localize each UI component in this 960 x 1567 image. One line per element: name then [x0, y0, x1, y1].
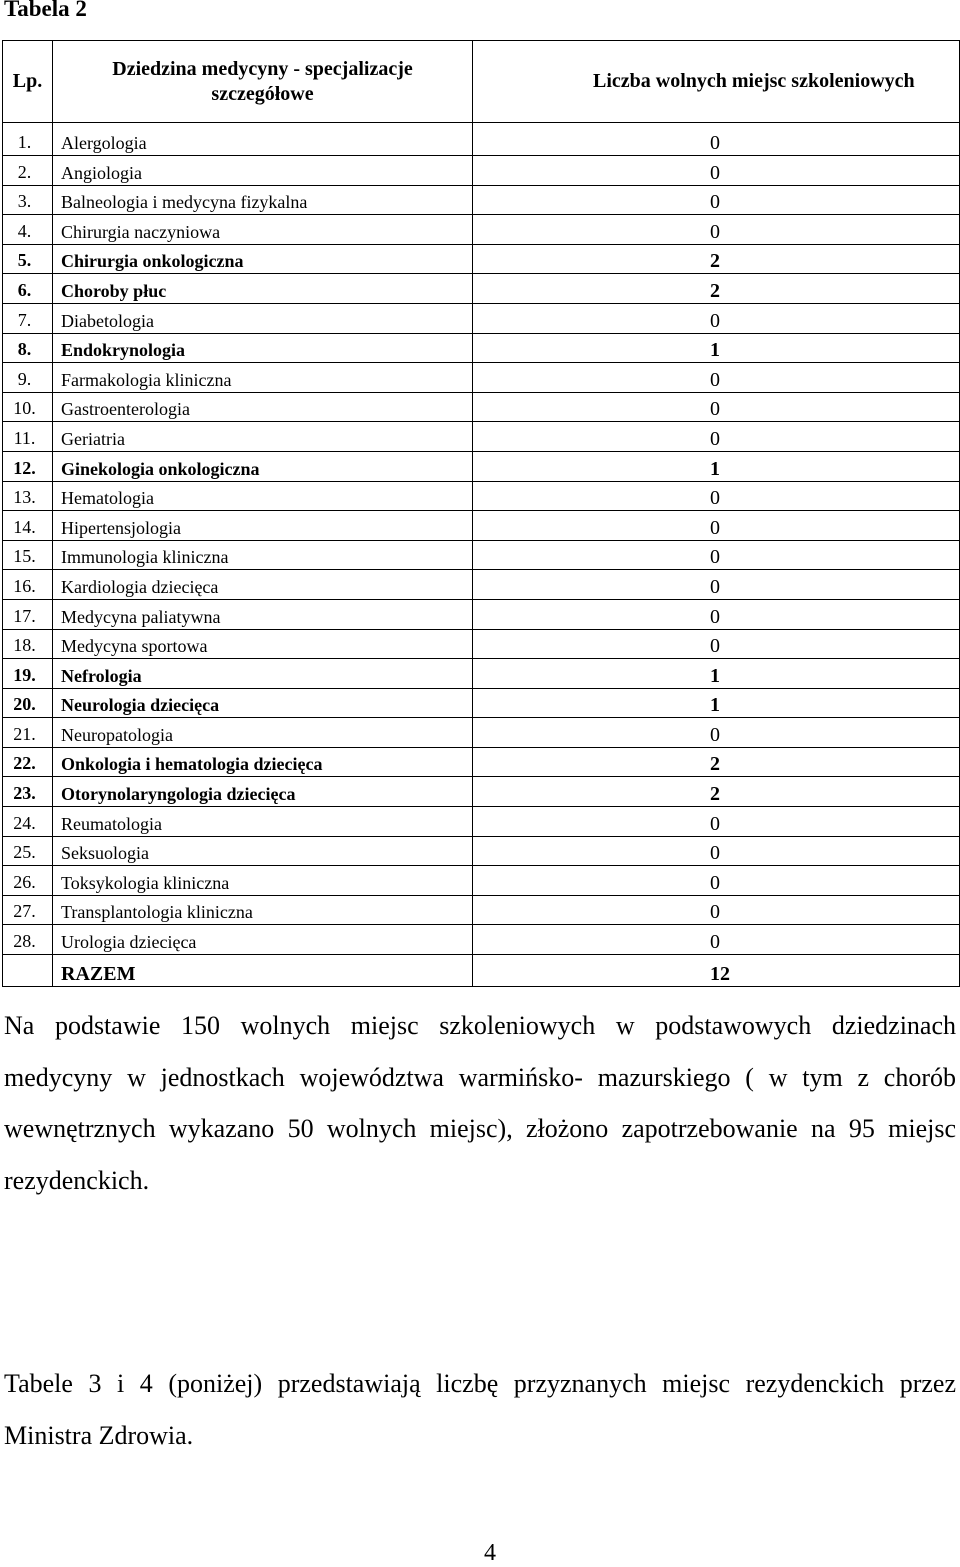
table-row — [3, 156, 960, 186]
row-number: 9. — [3, 363, 53, 393]
available-places: 1 — [473, 659, 960, 689]
row-number: 3. — [3, 185, 53, 215]
row-number: 1. — [3, 123, 53, 156]
available-places: 0 — [473, 422, 960, 452]
table-row — [3, 540, 960, 570]
table-title: Tabela 2 — [4, 0, 87, 21]
row-number: 22. — [3, 747, 53, 777]
row-number: 16. — [3, 570, 53, 600]
specialization-name: Diabetologia — [53, 303, 473, 333]
available-places: 2 — [473, 274, 960, 304]
specialization-name: Endokrynologia — [53, 333, 473, 363]
specialization-name: Medycyna paliatywna — [53, 599, 473, 629]
specialization-name: Ginekologia onkologiczna — [53, 451, 473, 481]
row-number: 17. — [3, 599, 53, 629]
table-row — [3, 185, 960, 215]
specialization-name: Onkologia i hematologia dziecięca — [53, 747, 473, 777]
table-row — [3, 777, 960, 807]
specialization-name: Neurologia dziecięca — [53, 688, 473, 718]
table-row — [3, 836, 960, 866]
table-row — [3, 629, 960, 659]
table-row — [3, 659, 960, 689]
total-empty-cell — [3, 955, 53, 987]
available-places: 2 — [473, 747, 960, 777]
specialization-name: Otorynolaryngologia dziecięca — [53, 777, 473, 807]
row-number: 18. — [3, 629, 53, 659]
available-places: 0 — [473, 895, 960, 925]
table-row — [3, 392, 960, 422]
row-number: 7. — [3, 303, 53, 333]
table-body — [3, 123, 960, 987]
available-places: 0 — [473, 215, 960, 245]
header-places: Liczba wolnych miejsc szkoleniowych — [473, 41, 960, 123]
table-row — [3, 481, 960, 511]
specialization-name: Toksykologia kliniczna — [53, 866, 473, 896]
table-row — [3, 599, 960, 629]
row-number: 24. — [3, 807, 53, 837]
available-places: 0 — [473, 481, 960, 511]
specialization-name: Balneologia i medycyna fizykalna — [53, 185, 473, 215]
row-number: 8. — [3, 333, 53, 363]
table-row — [3, 807, 960, 837]
table-header-row — [3, 41, 960, 123]
row-number: 6. — [3, 274, 53, 304]
specializations-table — [2, 40, 960, 987]
specialization-name: Hipertensjologia — [53, 511, 473, 541]
available-places: 0 — [473, 599, 960, 629]
specialization-name: Hematologia — [53, 481, 473, 511]
specialization-name: Chirurgia onkologiczna — [53, 244, 473, 274]
row-number: 10. — [3, 392, 53, 422]
available-places: 0 — [473, 363, 960, 393]
specialization-name: Nefrologia — [53, 659, 473, 689]
summary-paragraph: Na podstawie 150 wolnych miejsc szkoleniowych w podstawowych dziedzinach medycyny w jednostkach województwa warmińsko- mazurskiego ( w tym z chorób wewnętrznych wykazano 50 wolnych miejsc), złożono zapotrzebowanie na 95 miejsc rezydenckich. — [4, 1011, 956, 1195]
available-places: 0 — [473, 629, 960, 659]
available-places: 0 — [473, 511, 960, 541]
specialization-name: Chirurgia naczyniowa — [53, 215, 473, 245]
table-row — [3, 215, 960, 245]
row-number: 28. — [3, 925, 53, 955]
table-row — [3, 718, 960, 748]
row-number: 23. — [3, 777, 53, 807]
specialization-name: Kardiologia dziecięca — [53, 570, 473, 600]
specialization-name: Reumatologia — [53, 807, 473, 837]
row-number: 27. — [3, 895, 53, 925]
row-number: 25. — [3, 836, 53, 866]
row-number: 20. — [3, 688, 53, 718]
specialization-name: Geriatria — [53, 422, 473, 452]
row-number: 21. — [3, 718, 53, 748]
specialization-name: Alergologia — [53, 123, 473, 156]
total-label: RAZEM — [53, 955, 473, 987]
row-number: 12. — [3, 451, 53, 481]
table-row — [3, 925, 960, 955]
available-places: 0 — [473, 540, 960, 570]
available-places: 2 — [473, 244, 960, 274]
table-row — [3, 422, 960, 452]
row-number: 13. — [3, 481, 53, 511]
table-row — [3, 895, 960, 925]
row-number: 4. — [3, 215, 53, 245]
available-places: 0 — [473, 123, 960, 156]
table-row — [3, 688, 960, 718]
reference-paragraph: Tabele 3 i 4 (poniżej) przedstawiają liczbę przyznanych miejsc rezydenckich przez Ministra Zdrowia. — [4, 1369, 956, 1450]
specialization-name: Medycyna sportowa — [53, 629, 473, 659]
available-places: 1 — [473, 333, 960, 363]
table-row — [3, 511, 960, 541]
specialization-name: Neuropatologia — [53, 718, 473, 748]
table-row — [3, 274, 960, 304]
available-places: 0 — [473, 156, 960, 186]
specialization-name: Seksuologia — [53, 836, 473, 866]
table-row — [3, 570, 960, 600]
table-row — [3, 303, 960, 333]
available-places: 0 — [473, 925, 960, 955]
header-field: Dziedzina medycyny - specjalizacje szczegółowe — [53, 41, 473, 123]
specialization-name: Angiologia — [53, 156, 473, 186]
row-number: 14. — [3, 511, 53, 541]
row-number: 5. — [3, 244, 53, 274]
table-row — [3, 451, 960, 481]
table-row — [3, 123, 960, 156]
available-places: 0 — [473, 392, 960, 422]
specialization-name: Choroby płuc — [53, 274, 473, 304]
table-row — [3, 866, 960, 896]
available-places: 0 — [473, 836, 960, 866]
available-places: 0 — [473, 185, 960, 215]
table-row — [3, 747, 960, 777]
row-number: 15. — [3, 540, 53, 570]
specialization-name: Urologia dziecięca — [53, 925, 473, 955]
row-number: 2. — [3, 156, 53, 186]
available-places: 0 — [473, 570, 960, 600]
row-number: 19. — [3, 659, 53, 689]
specialization-name: Farmakologia kliniczna — [53, 363, 473, 393]
available-places: 1 — [473, 451, 960, 481]
total-row — [3, 955, 960, 987]
available-places: 2 — [473, 777, 960, 807]
total-value: 12 — [473, 955, 960, 987]
specialization-name: Transplantologia kliniczna — [53, 895, 473, 925]
available-places: 0 — [473, 866, 960, 896]
available-places: 0 — [473, 303, 960, 333]
row-number: 11. — [3, 422, 53, 452]
header-lp: Lp. — [3, 41, 53, 123]
page-number: 4 — [484, 1540, 496, 1566]
table-row — [3, 244, 960, 274]
available-places: 0 — [473, 718, 960, 748]
available-places: 0 — [473, 807, 960, 837]
table-row — [3, 363, 960, 393]
table-row — [3, 333, 960, 363]
specialization-name: Gastroenterologia — [53, 392, 473, 422]
available-places: 1 — [473, 688, 960, 718]
specialization-name: Immunologia kliniczna — [53, 540, 473, 570]
row-number: 26. — [3, 866, 53, 896]
